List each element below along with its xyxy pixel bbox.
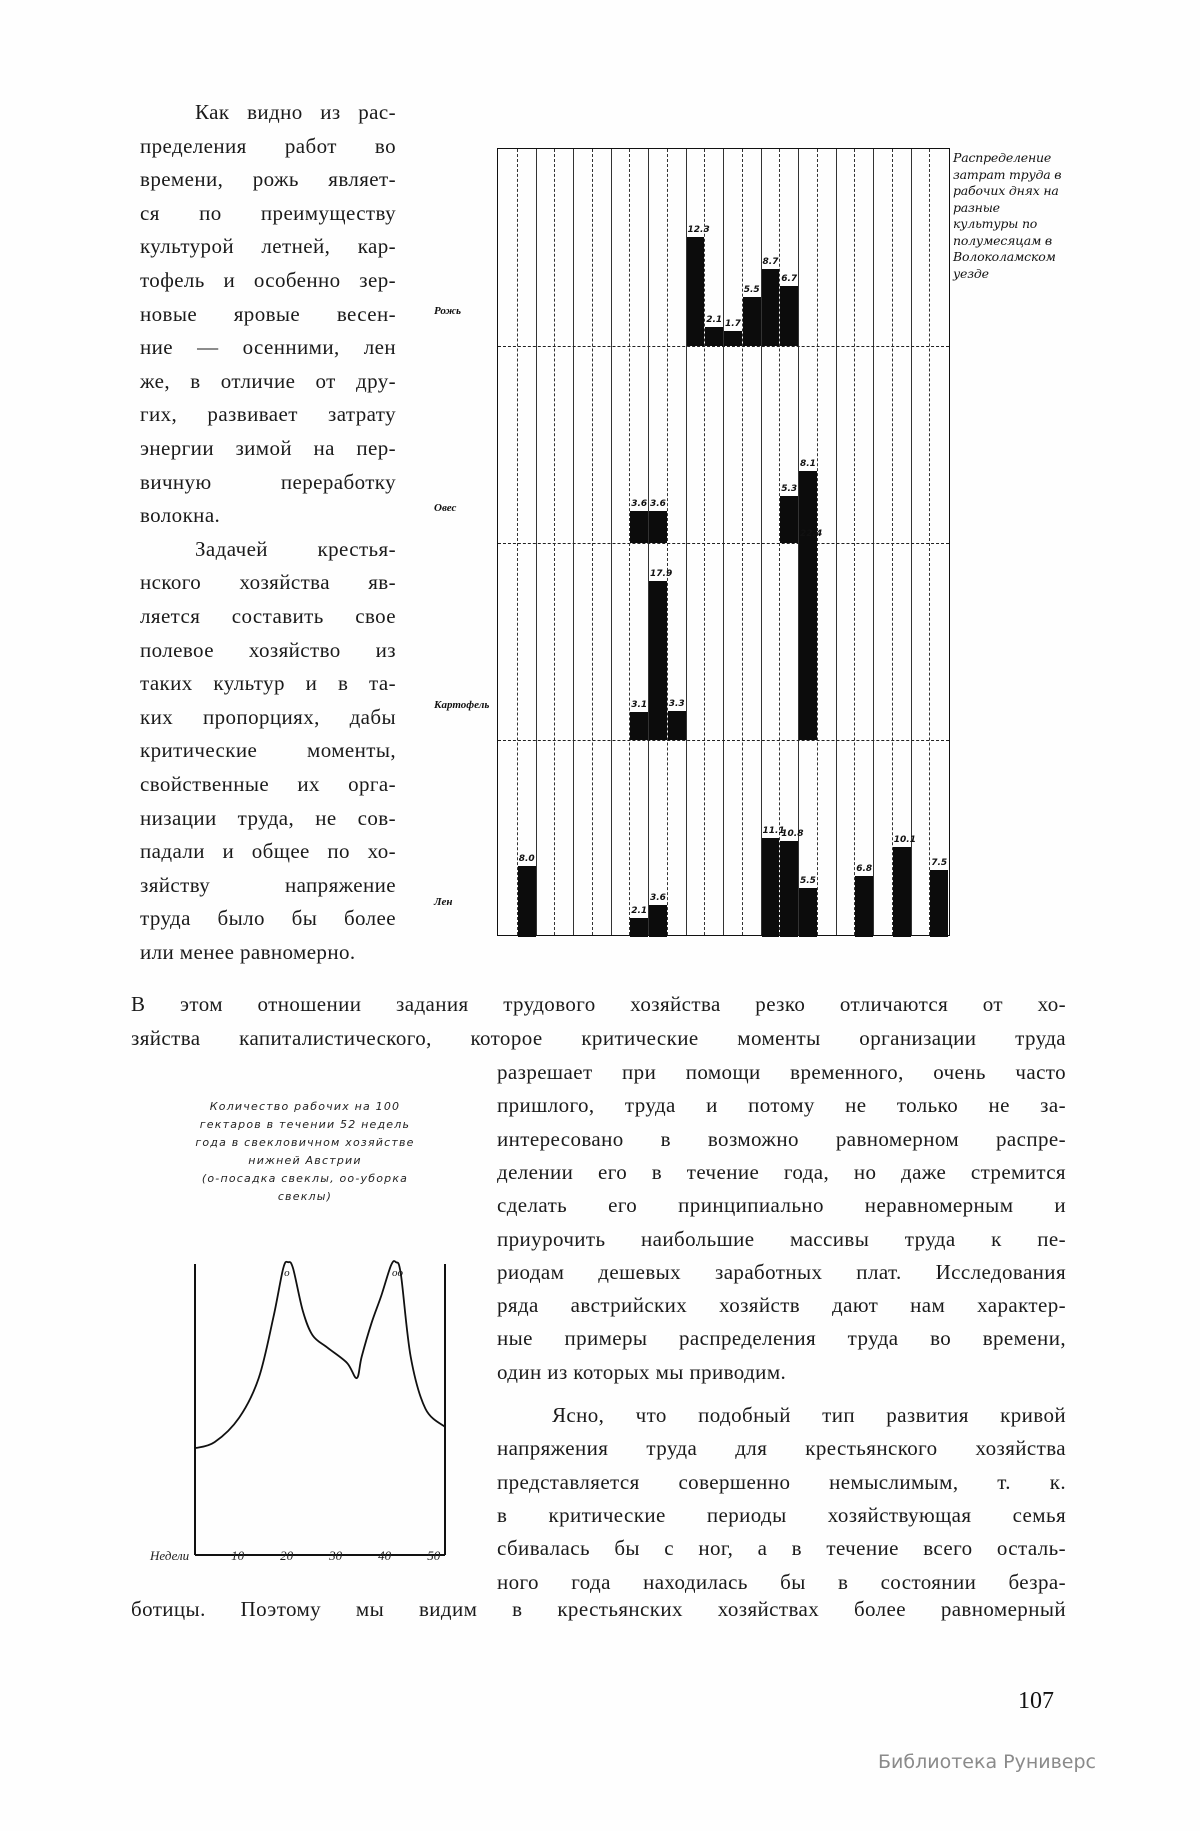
row-label: Картофель <box>434 699 490 711</box>
text-line: пределения работ во <box>140 133 396 158</box>
bar-value-label: 10.1 <box>893 835 916 846</box>
grid-line <box>892 149 893 935</box>
bar-рожь <box>687 237 705 346</box>
bar-овес <box>780 496 798 543</box>
bar-лен <box>762 838 780 937</box>
bar-value-label: 3.6 <box>650 498 666 509</box>
bar-овес <box>630 511 648 543</box>
caption-line: свеклы) <box>277 1190 333 1203</box>
bar-лен <box>930 870 948 937</box>
x-tick-label: 40 <box>378 1548 392 1563</box>
text-line: ких пропорциях, дабы <box>140 704 396 729</box>
text-line: зяйства капиталистического, которое критические моменты организации труда <box>131 1026 1066 1050</box>
text-line: нского хозяйства яв- <box>140 570 396 595</box>
text-line: В этом отношении задания трудового хозяйства резко отличаются от хо- <box>131 992 1066 1016</box>
grid-line <box>667 149 668 935</box>
x-axis-title: Недели <box>150 1548 190 1563</box>
text-line: падали и общее по хо- <box>140 839 396 864</box>
row-baseline <box>498 543 949 544</box>
text-line: сделать его принципиально неравномерным и <box>497 1193 1066 1218</box>
curve-chart-workers-per-week <box>185 1240 455 1565</box>
text-line: волокна. <box>140 503 221 528</box>
bar-лен <box>799 888 817 937</box>
grid-line <box>761 149 762 935</box>
grid-line <box>873 149 874 935</box>
bar-value-label: 11.1 <box>762 826 785 837</box>
text-line: делении его в течение года, но даже стремится <box>497 1159 1066 1184</box>
bar-value-label: 10.8 <box>781 828 804 839</box>
x-tick-label: 10 <box>231 1548 245 1563</box>
caption-line: Количество рабочих на 100 <box>209 1100 401 1113</box>
grid-line <box>836 149 837 935</box>
caption-line: года в свекловичном хозяйстве <box>195 1136 415 1149</box>
bar-овес <box>649 511 667 543</box>
text-line: Как видно из рас- <box>195 100 396 124</box>
bar-лен <box>780 841 798 937</box>
bar-value-label: 2.1 <box>706 315 723 326</box>
text-line: энергии зимой на пер- <box>140 436 396 460</box>
bar-value-label: 12.3 <box>687 224 710 235</box>
bar-рожь <box>705 327 723 346</box>
bar-лен <box>649 905 667 937</box>
bar-рожь <box>743 297 761 346</box>
bar-value-label: 17.9 <box>650 568 673 579</box>
caption-line: (о-посадка свеклы, оо-уборка <box>201 1172 409 1185</box>
text-line: в критические периоды хозяйствующая семья <box>497 1502 1066 1527</box>
bar-value-label: 5.5 <box>800 876 816 887</box>
bar-рожь <box>762 269 780 346</box>
caption-line: гектаров в течении 52 недель <box>199 1118 411 1131</box>
bar-value-label: 8.7 <box>762 256 779 267</box>
row-label: Рожь <box>434 305 462 317</box>
caption-line: нижней Австрии <box>248 1154 362 1167</box>
bar-chart-title: Распределение затрат труда в рабочих днях на разные культуры по полумесяцам в Волоколамском уезде <box>953 150 1062 281</box>
bar-value-label: 5.5 <box>743 285 760 296</box>
page-number: 107 <box>1018 1688 1054 1714</box>
text-line: или менее равномерно. <box>140 940 356 964</box>
text-line: Задачей крестья- <box>195 536 396 561</box>
grid-line <box>517 149 518 935</box>
text-line: таких культур и в та- <box>140 671 396 696</box>
bar-value-label: 1.7 <box>725 318 741 329</box>
text-line: сбивалась бы с ног, а в течение всего осталь- <box>497 1536 1066 1561</box>
text-line: зяйству напряжение <box>140 872 396 897</box>
grid-line <box>929 149 930 935</box>
bar-лен <box>893 847 911 937</box>
text-line: ние — осенними, лен <box>140 335 396 360</box>
text-line: ряда австрийских хозяйств дают нам характер- <box>497 1293 1066 1318</box>
text-line: ботицы. Поэтому мы видим в крестьянских хозяйствах более равномерный <box>131 1597 1066 1621</box>
bar-chart-labor-distribution <box>497 148 950 936</box>
text-line: интересовано в возможно равномерном распре- <box>497 1126 1066 1151</box>
bar-рожь <box>724 331 742 346</box>
bar-value-label: 8.1 <box>800 458 816 469</box>
grid-line <box>723 149 724 935</box>
grid-line <box>742 149 743 935</box>
bar-value-label: 3.1 <box>631 700 648 711</box>
grid-line <box>592 149 593 935</box>
x-tick-label: 50 <box>427 1548 441 1563</box>
grid-line <box>611 149 612 935</box>
bar-картофель <box>668 711 686 740</box>
text-line: Ясно, что подобный тип развития кривой <box>552 1403 1066 1427</box>
bar-value-label: 22.4 <box>800 528 823 539</box>
grid-line <box>704 149 705 935</box>
grid-line <box>573 149 574 935</box>
x-tick-label: 20 <box>280 1548 294 1563</box>
text-line: культурой летней, кар- <box>140 234 396 259</box>
text-line: вичную переработку <box>140 469 396 494</box>
bar-chart-handwritten-caption <box>953 150 1063 282</box>
bar-value-label: 8.0 <box>518 853 535 864</box>
row-label: Лен <box>434 896 453 908</box>
peak-annotation: оо <box>391 1267 403 1280</box>
bar-value-label: 2.1 <box>631 906 648 917</box>
text-line: один из которых мы приводим. <box>497 1359 787 1384</box>
bar-картофель <box>799 541 817 740</box>
peak-annotation: о <box>284 1267 290 1280</box>
row-baseline <box>498 740 949 741</box>
bar-лен <box>630 918 648 937</box>
text-line: представляется совершенно немыслимым, т. к. <box>497 1469 1066 1494</box>
bar-лен <box>518 866 536 937</box>
bar-картофель <box>649 581 667 740</box>
grid-line <box>911 149 912 935</box>
row-label: Овес <box>434 502 457 514</box>
text-line: ные примеры распределения труда во времени, <box>497 1326 1066 1351</box>
library-watermark: Библиотека Руниверс <box>878 1751 1096 1773</box>
x-tick-label: 30 <box>329 1548 343 1563</box>
grid-line <box>536 149 537 935</box>
text-line: же, в отличие от дру- <box>140 368 396 393</box>
bar-value-label: 5.3 <box>781 483 798 494</box>
bar-лен <box>855 876 873 937</box>
bar-value-label: 7.5 <box>931 858 948 869</box>
grid-line <box>854 149 855 935</box>
bar-рожь <box>780 286 798 346</box>
text-line: гих, развивает затрату <box>140 402 396 427</box>
row-baseline <box>498 346 949 347</box>
text-line: полевое хозяйство из <box>140 637 396 662</box>
bar-value-label: 3.6 <box>650 892 666 903</box>
text-line: риодам дешевых заработных плат. Исследования <box>497 1259 1066 1284</box>
text-line: ного года находилась бы в состоянии безра- <box>497 1569 1066 1594</box>
text-line: ляется составить свое <box>140 604 396 628</box>
bar-value-label: 6.7 <box>781 274 798 285</box>
text-line: разрешает при помощи временного, очень часто <box>497 1060 1066 1084</box>
text-line: труда было бы более <box>140 906 396 931</box>
workers-curve <box>195 1261 445 1448</box>
text-line: напряжения труда для крестьянского хозяйства <box>497 1436 1066 1461</box>
text-line: пришлого, труда и потому не только не за- <box>497 1093 1066 1118</box>
text-line: тофель и особенно зер- <box>140 268 396 292</box>
text-line: времени, рожь являет- <box>140 167 396 192</box>
text-line: свойственные их орга- <box>140 772 396 796</box>
bar-value-label: 6.8 <box>856 864 873 875</box>
bar-value-label: 3.6 <box>631 498 648 509</box>
text-line: новые яровые весен- <box>140 301 396 326</box>
text-line: приурочить наибольшие массивы труда к пе- <box>497 1226 1066 1251</box>
grid-line <box>817 149 818 935</box>
text-line: ся по преимуществу <box>140 200 396 225</box>
bar-value-label: 3.3 <box>668 698 685 709</box>
text-line: критические моменты, <box>140 738 396 763</box>
text-line: низации труда, не сов- <box>140 805 396 830</box>
bar-картофель <box>630 712 648 740</box>
grid-line <box>554 149 555 935</box>
